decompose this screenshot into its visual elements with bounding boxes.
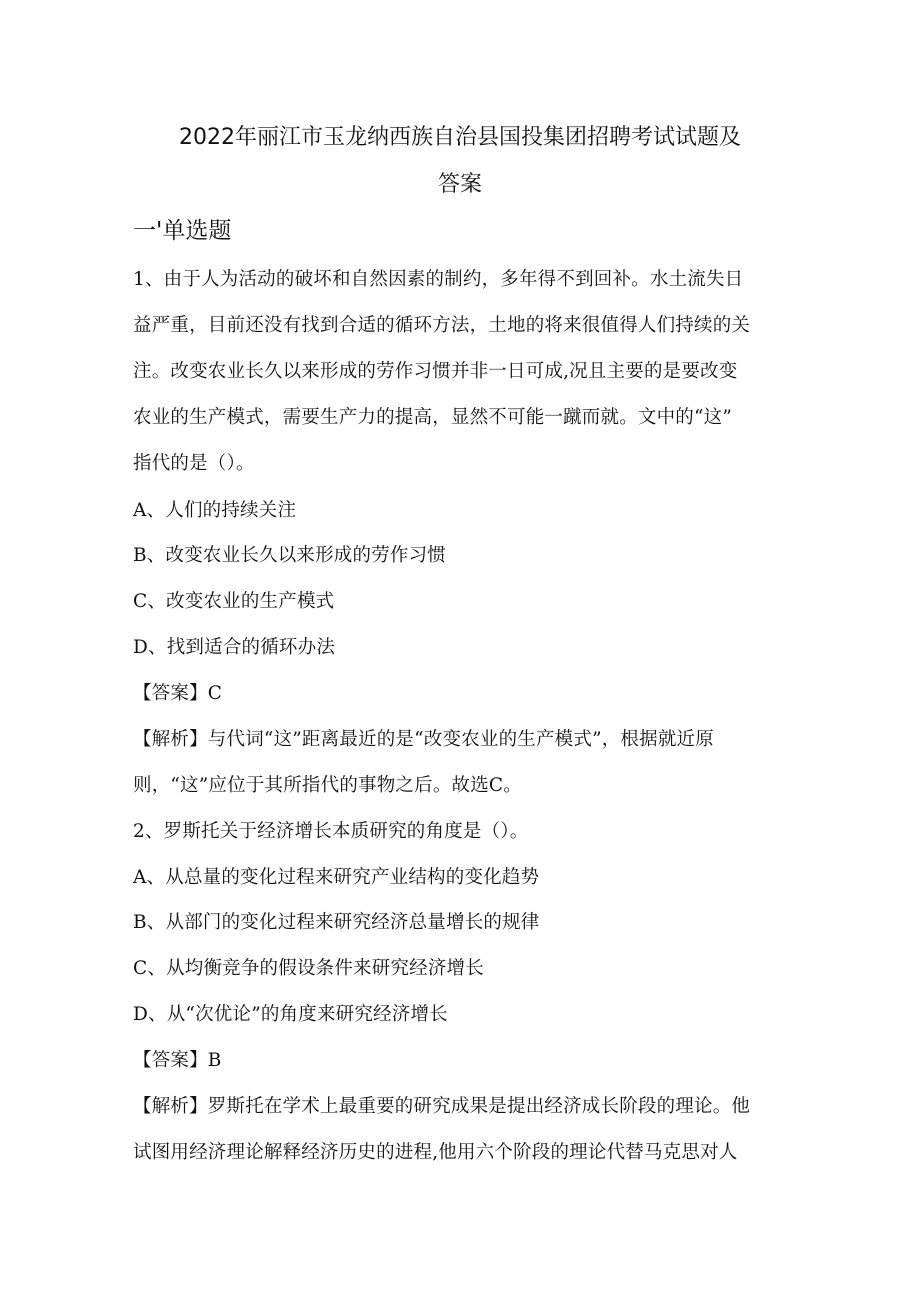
q2-explanation-line-2: 试图用经济理论解释经济历史的进程,他用六个阶段的理论代替马克思对人 xyxy=(133,1142,738,1163)
q1-stem-line-3: 注。改变农业长久以来形成的劳作习惯并非一日可成,况且主要的是要改变 xyxy=(133,361,738,382)
q1-explanation-line-1: 【解析】与代词“这”距离最近的是“改变农业的生产模式”，根据就近原 xyxy=(133,729,714,750)
q1-explanation-line-2: 则，“这”应位于其所指代的事物之后。故选C。 xyxy=(133,775,522,796)
q2-option-c: C、从均衡竞争的假设条件来研究经济增长 xyxy=(133,958,484,979)
q1-stem-line-4: 农业的生产模式，需要生产力的提高，显然不可能一蹴而就。文中的“这” xyxy=(133,407,733,428)
q2-stem: 2、罗斯托关于经济增长本质研究的角度是（）。 xyxy=(133,821,529,842)
q2-option-d: D、从“次优论”的角度来研究经济增长 xyxy=(133,1004,448,1025)
q1-stem-line-2: 益严重，目前还没有找到合适的循环方法，土地的将来很值得人们持续的关 xyxy=(133,315,751,336)
document-title-line-1: 2022年丽江市玉龙纳西族自治县国投集团招聘考试试题及 xyxy=(179,125,741,150)
q2-option-b: B、从部门的变化过程来研究经济总量增长的规律 xyxy=(133,912,540,933)
q1-answer: 【答案】C xyxy=(133,683,223,704)
q2-answer: 【答案】B xyxy=(133,1050,222,1071)
document-title-line-2: 答案 xyxy=(437,172,482,197)
q1-stem-line-1: 1、由于人为活动的破坏和自然因素的制约，多年得不到回补。水土流失日 xyxy=(133,269,744,290)
section-heading: 一'单选题 xyxy=(133,218,232,244)
q2-option-a: A、从总量的变化过程来研究产业结构的变化趋势 xyxy=(133,867,540,888)
q2-explanation-line-1: 【解析】罗斯托在学术上最重要的研究成果是提出经济成长阶段的理论。他 xyxy=(133,1096,751,1117)
q1-option-d: D、找到适合的循环办法 xyxy=(133,637,336,658)
q1-stem-line-5: 指代的是（）。 xyxy=(133,453,255,474)
q1-option-b: B、改变农业长久以来形成的劳作习惯 xyxy=(133,545,446,566)
q1-option-c: C、改变农业的生产模式 xyxy=(133,591,335,612)
q1-option-a: A、人们的持续关注 xyxy=(133,500,297,521)
